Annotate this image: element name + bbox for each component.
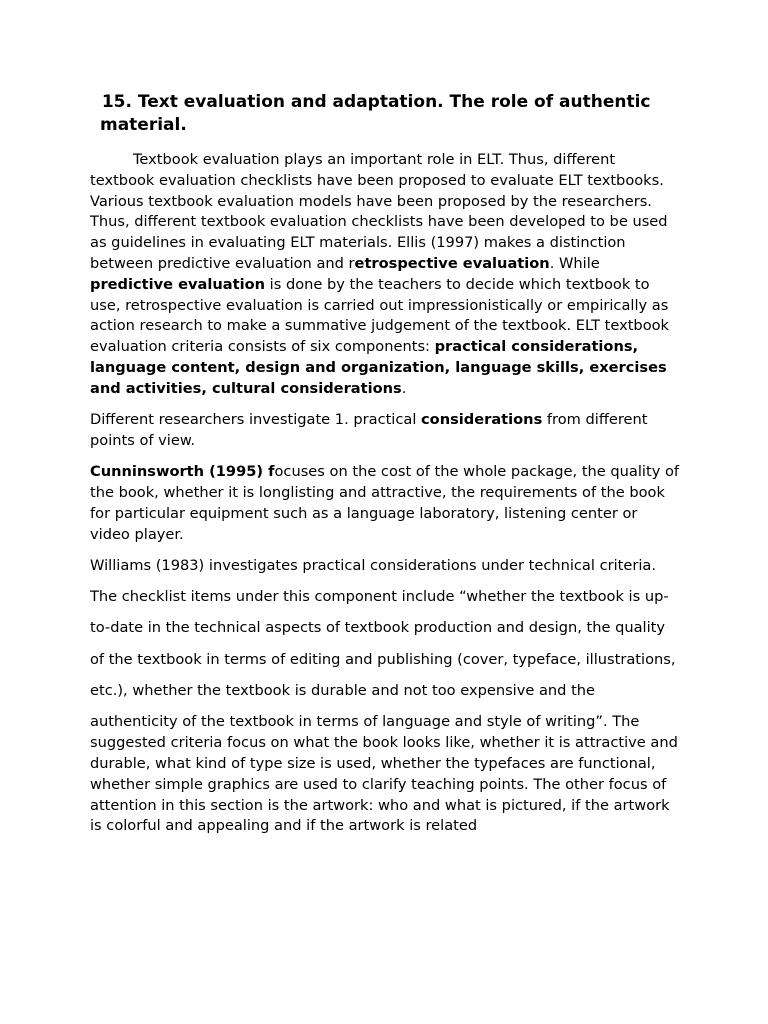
- paragraph-text: . While: [549, 254, 600, 272]
- bold-term: etrospective evaluation: [354, 254, 550, 272]
- paragraph-checklist-items: The checklist items under this component include “whether the textbook is up-: [90, 588, 669, 606]
- document-page: [90, 91, 680, 848]
- bold-term: practical considerations, language content, design and organization, language skills, exercises and activities, cultural considerations: [90, 338, 667, 397]
- paragraph-text: .: [401, 379, 407, 397]
- paragraph-text: ocuses on the cost of the whole package, the quality of the book, whether it is longlisting and attractive, the requirements of the book for particular equipment such as a language laboratory, listening center or video player.: [90, 463, 680, 543]
- bold-term: predictive evaluation: [90, 275, 266, 293]
- paragraph-text: is done by the teachers to decide which textbook to use, retrospective evaluation is carried out impressionistically or empirically as action research to make a summative judgement of the textbook. ELT textbook evaluation criteria consists of six components:: [90, 275, 670, 356]
- paragraph-text: Different researchers investigate 1. practical: [90, 411, 422, 429]
- paragraph-checklist-continued-2: of the textbook in terms of editing and publishing (cover, typeface, illustrations,: [90, 650, 676, 668]
- bold-term: Cunninsworth (1995) f: [90, 463, 275, 481]
- paragraph-text: Textbook evaluation plays an important role in ELT. Thus, different textbook evaluation checklists have been proposed to evaluate ELT textbooks. Various textbook evaluation models have been proposed by the researchers. Thus, different textbook evaluation checklists have been developed to be used as guidelines in evaluating ELT materials. Ellis (1997) makes a distinction between predictive evaluation and r: [90, 151, 668, 272]
- bold-term: considerations: [421, 411, 543, 429]
- paragraph-checklist-continued-1: to-date in the technical aspects of textbook production and design, the quality: [90, 619, 665, 637]
- paragraph-text: from different points of view.: [90, 411, 648, 449]
- paragraph-authenticity: authenticity of the textbook in terms of language and style of writing”. The suggested criteria focus on what the book looks like, whether it is attractive and durable, what kind of type size is used, whether the typefaces are functional, whether simple graphics are used to clarify teaching points. The other focus of attention in this section is the artwork: who and what is pictured, if the artwork is colorful and appealing and if the artwork is related: [90, 713, 678, 835]
- paragraph-practical-considerations: [90, 410, 680, 452]
- section-heading: 15. Text evaluation and adaptation. The role of authentic material.: [90, 92, 657, 135]
- paragraph-williams: Williams (1983) investigates practical considerations under technical criteria.: [90, 556, 656, 574]
- paragraph-cunninsworth: [90, 462, 680, 545]
- paragraph-textbook-evaluation: [90, 150, 680, 400]
- paragraph-checklist-continued-3: etc.), whether the textbook is durable and not too expensive and the: [90, 682, 596, 700]
